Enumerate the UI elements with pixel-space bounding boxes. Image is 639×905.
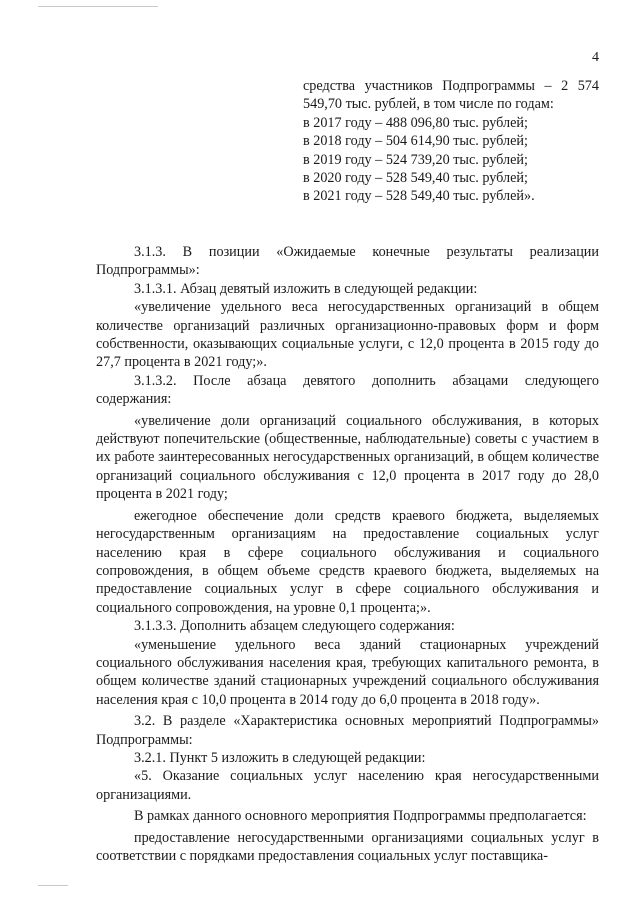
funding-year-2019: в 2019 году – 524 739,20 тыс. рублей;	[303, 151, 528, 168]
paragraph-quote-share: «увеличение доли организаций социального обслуживания, в которых действуют попечительские (общественные, наблюдательные) советы с участием в их работе заинтересованных негосударственных организаций, в общем количестве организаций социального обслуживания с 12,0 процента в 2017 году до 28,0 процента в 2021 году;	[96, 412, 599, 503]
funding-year-2017: в 2017 году – 488 096,80 тыс. рублей;	[303, 114, 528, 131]
paragraph-services-provision: предоставление негосударственными организациями социальных услуг в соответствии с порядками предоставления социальных услуг поставщика-	[96, 829, 599, 864]
scan-artifact-bottom	[38, 885, 68, 886]
funding-year-2020: в 2020 году – 528 549,40 тыс. рублей;	[303, 170, 528, 187]
page-number: 4	[592, 50, 599, 65]
funding-intro: средства участников Подпрограммы – 2 574 549,70 тыс. рублей, в том числе по годам:	[303, 78, 599, 113]
funding-block	[303, 77, 599, 206]
paragraph-annual-funding: ежегодное обеспечение доли средств краевого бюджета, выделяемых негосударственным организациям на предоставление социальных услуг населению края в сфере социального обслуживания и социального сопровождения, в общем объеме средств краевого бюджета, выделяемых на предоставление социальных услуг в сфере социального обслуживания и социального сопровождения, на уровне 0,1 процента;».	[96, 507, 599, 616]
paragraph-within-framework: В рамках данного основного мероприятия Подпрограммы предполагается:	[134, 808, 587, 825]
funding-year-2021: в 2021 году – 528 549,40 тыс. рублей».	[303, 188, 535, 205]
funding-year-2018: в 2018 году – 504 614,90 тыс. рублей;	[303, 133, 528, 150]
paragraph-quote-buildings: «уменьшение удельного веса зданий стационарных учреждений социального обслуживания населения края, требующих капитального ремонта, в общем количестве зданий стационарных учреждений социального обслуживания населения края с 10,0 процента в 2014 году до 6,0 процента в 2018 году».	[96, 636, 599, 708]
paragraph-3-1-3-1: 3.1.3.1. Абзац девятый изложить в следующей редакции:	[134, 280, 478, 297]
paragraph-3-1-3-3: 3.1.3.3. Дополнить абзацем следующего содержания:	[134, 618, 455, 635]
paragraph-3-1-3-2: 3.1.3.2. После абзаца девятого дополнить абзацами следующего содержания:	[96, 372, 599, 408]
paragraph-item-5: «5. Оказание социальных услуг населению края негосударственными организациями.	[96, 768, 599, 803]
paragraph-3-2-1: 3.2.1. Пункт 5 изложить в следующей редакции:	[134, 749, 426, 766]
paragraph-3-1-3: 3.1.3. В позиции «Ожидаемые конечные результаты реализации Подпрограммы»:	[96, 244, 599, 279]
document-body	[96, 243, 599, 865]
paragraph-3-2: 3.2. В разделе «Характеристика основных мероприятий Подпрограммы» Подпрограммы:	[96, 713, 599, 748]
scan-artifact-top	[38, 6, 158, 7]
paragraph-quote-weight: «увеличение удельного веса негосударственных организаций в общем количестве организаций различных организационно-правовых форм и форм собственности, оказывающих социальные услуги, с 12,0 процента в 2015 году до 27,7 процента в 2021 году;».	[96, 299, 599, 371]
